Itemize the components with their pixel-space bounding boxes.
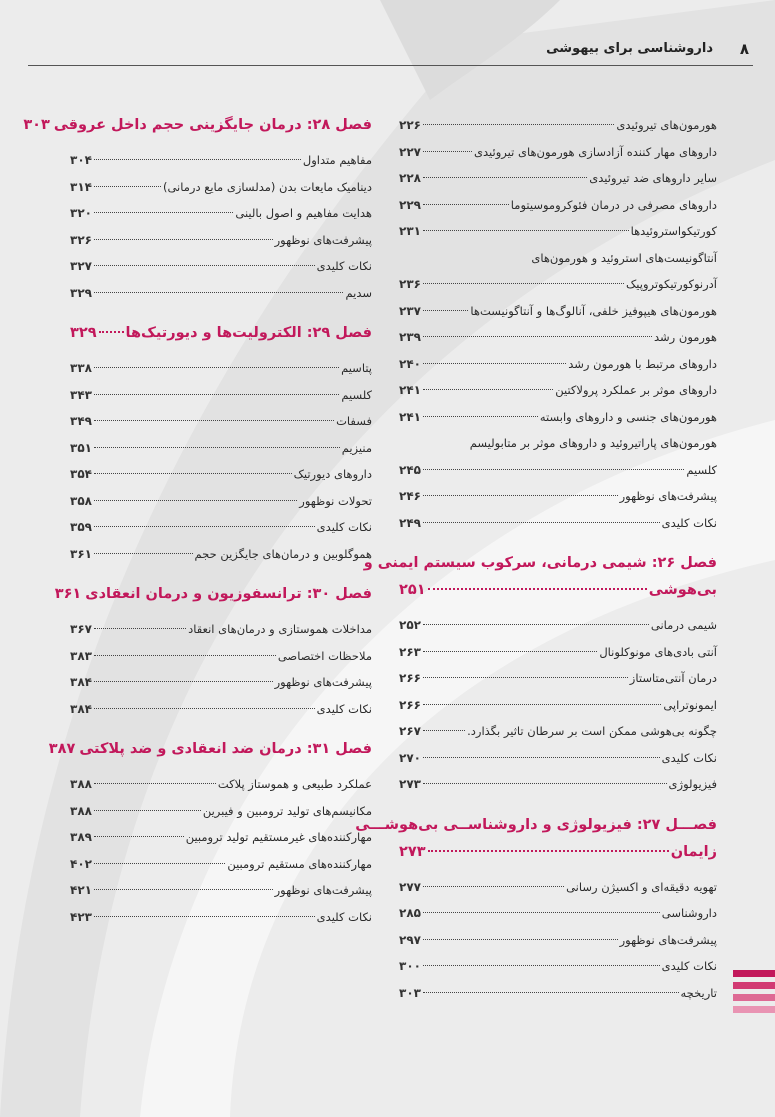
toc-entry	[70, 541, 372, 568]
chapter-heading	[355, 812, 717, 866]
stripe	[733, 982, 775, 989]
dot-leader	[423, 651, 597, 652]
spacer	[399, 798, 717, 812]
chapter-page: ۳۸۷	[48, 741, 76, 757]
toc-entry-page: ۲۳۹	[399, 330, 421, 344]
toc-entry	[399, 298, 717, 325]
toc-entry-title: داروشناسی	[661, 906, 717, 920]
toc-entry-title: فسفات	[336, 414, 372, 428]
dot-leader	[423, 912, 660, 913]
toc-entry	[399, 351, 717, 378]
toc-entry	[70, 514, 372, 541]
toc-entry	[70, 696, 372, 723]
spacer	[70, 722, 372, 736]
toc-entry-title: شیمی درمانی	[650, 618, 717, 632]
toc-entry-title: نکات کلیدی	[661, 515, 717, 530]
toc-entry	[70, 461, 372, 488]
toc-entry-page: ۴۲۳	[70, 909, 92, 924]
toc-entry	[399, 927, 717, 954]
toc-entry	[70, 147, 372, 174]
dot-leader	[423, 283, 624, 284]
chapter-title: فصل ۲۶: شیمی درمانی، سرکوب سیستم ایمنی و	[363, 555, 717, 571]
toc-entry-page: ۲۶۷	[399, 724, 421, 738]
toc-entry-title: آنتی بادی‌های مونوکلونال	[599, 644, 717, 659]
toc-entry	[399, 665, 717, 692]
toc-entry-page: ۳۸۸	[70, 777, 92, 791]
toc-entry-title: آدرنوکورتیکوتروپیک	[625, 277, 717, 291]
dot-leader	[423, 363, 566, 364]
stripe	[733, 970, 775, 977]
toc-entry-title: تحولات نوظهور	[299, 493, 372, 508]
stripe	[733, 994, 775, 1001]
dot-leader	[94, 186, 161, 187]
dot-leader	[94, 473, 292, 474]
toc-entry-page: ۲۲۹	[399, 197, 421, 212]
toc-entry-title: مهارکننده‌های غیرمستقیم تولید ترومبین	[185, 830, 372, 844]
toc-entry	[399, 745, 717, 772]
toc-entry-title: پیشرفت‌های نوظهور	[619, 932, 717, 947]
toc-entry-title: پتاسیم	[341, 361, 372, 375]
toc-entry-page: ۲۲۸	[399, 171, 421, 185]
chapter-title-cont: زایمان	[670, 843, 717, 860]
toc-entry-title: منیزیم	[341, 440, 372, 455]
toc-entry	[70, 174, 372, 201]
toc-entry-page: ۳۸۹	[70, 830, 92, 844]
toc-entry-title: کلسیم	[686, 462, 717, 477]
toc-entry-page: ۲۵۲	[399, 618, 421, 632]
toc-entry-title: هورمون‌های هیپوفیز خلفی، آنالوگ‌ها و آنتاگونیست‌ها	[470, 303, 717, 318]
toc-entry-title: هورمون رشد	[654, 330, 717, 344]
dot-leader	[94, 863, 225, 864]
toc-entry-page: ۲۶۶	[399, 697, 421, 712]
chapter-heading	[54, 581, 372, 608]
toc-entry	[70, 253, 372, 280]
chapter-title: فصل ۲۹: الکترولیت‌ها و دیورتیک‌ها	[125, 325, 372, 341]
toc-entry-page: ۳۳۸	[70, 361, 92, 375]
toc-entry-page: ۲۳۱	[399, 224, 421, 238]
toc-column-left	[23, 112, 372, 930]
dot-leader	[94, 239, 273, 240]
toc-entry-title: مداخلات هموستازی و درمان‌های انعقاد	[188, 622, 372, 636]
toc-entry-title: آنتاگونیست‌های استروئید و هورمون‌های	[531, 250, 717, 265]
toc-entry-page: ۲۲۷	[399, 144, 421, 159]
dot-leader	[423, 677, 628, 678]
toc-entry	[399, 874, 717, 901]
dot-leader	[423, 204, 509, 205]
toc-entry-page: ۳۰۰	[399, 959, 421, 973]
toc-entry-page: ۳۵۱	[70, 440, 92, 455]
toc-entry-page: ۲۶۳	[399, 644, 421, 659]
spacer	[399, 536, 717, 550]
toc-entry-title: مهارکننده‌های مستقیم ترومبین	[227, 856, 372, 871]
toc-entry-page: ۳۵۸	[70, 493, 92, 508]
toc-entry-title: تاریخچه	[680, 985, 717, 1000]
chapter-heading	[363, 550, 717, 604]
toc-entry-page: ۲۷۳	[399, 777, 421, 791]
dot-leader	[423, 730, 465, 731]
toc-entry-page: ۳۶۷	[70, 622, 92, 636]
chapter-heading	[23, 112, 372, 139]
dot-leader	[423, 495, 618, 496]
toc-entry-page: ۲۴۹	[399, 515, 421, 530]
dot-leader	[94, 394, 339, 395]
chapter-page: ۳۰۳	[23, 117, 50, 133]
dot-leader	[423, 416, 538, 417]
spacer	[70, 567, 372, 581]
toc-entry	[399, 692, 717, 719]
dot-leader	[94, 783, 216, 784]
chapter-heading	[48, 736, 372, 763]
dot-leader	[94, 420, 334, 421]
dot-leader	[94, 500, 297, 501]
toc-entry-page: ۳۰۴	[70, 153, 92, 167]
toc-entry-title: پیشرفت‌های نوظهور	[274, 675, 372, 689]
toc-entry-title: پیشرفت‌های نوظهور	[274, 883, 372, 897]
chapter-heading	[70, 320, 372, 347]
toc-entry-title: هموگلوبین و درمان‌های جایگزین حجم	[194, 546, 372, 561]
dot-leader	[99, 331, 124, 333]
chapter-title: فصل ۲۸: درمان جایگزینی حجم داخل عروقی	[53, 117, 372, 133]
toc-entry	[399, 510, 717, 537]
toc-entry-page: ۲۸۵	[399, 906, 421, 920]
toc-entry-page: ۲۴۶	[399, 489, 421, 503]
dot-leader	[423, 522, 660, 523]
decorative-stripes	[733, 970, 775, 1018]
page-header	[28, 30, 753, 66]
page-number: ۸	[739, 40, 749, 58]
dot-leader	[423, 939, 618, 940]
toc-entry	[70, 824, 372, 851]
dot-leader	[423, 230, 629, 231]
toc-entry-page: ۲۶۶	[399, 671, 421, 685]
dot-leader	[94, 553, 193, 554]
toc-entry	[70, 643, 372, 670]
toc-entry-title: داروهای دیورتیک	[293, 467, 372, 481]
dot-leader	[94, 655, 276, 656]
toc-entry-title: نکات کلیدی	[316, 909, 372, 924]
dot-leader	[94, 810, 201, 811]
dot-leader	[94, 681, 273, 682]
toc-entry	[70, 851, 372, 878]
toc-entry	[399, 483, 717, 510]
toc-entry-page: ۲۳۶	[399, 277, 421, 291]
toc-entry	[399, 980, 717, 1007]
dot-leader	[423, 151, 472, 152]
dot-leader	[94, 447, 340, 448]
toc-entry	[70, 798, 372, 825]
toc-entry-page: ۴۰۲	[70, 856, 92, 871]
toc-entry-page: ۳۸۴	[70, 675, 92, 689]
toc-entry-page: ۳۱۴	[70, 179, 92, 194]
toc-entry-title: نکات کلیدی	[661, 750, 717, 765]
dot-leader	[94, 212, 233, 213]
toc-entry	[399, 612, 717, 639]
toc-entry-page: ۴۲۱	[70, 883, 92, 897]
toc-entry	[70, 382, 372, 409]
toc-entry-page: ۳۵۹	[70, 520, 92, 534]
dot-leader	[423, 757, 660, 758]
chapter-page: ۳۶۱	[54, 586, 82, 602]
toc-entry	[70, 408, 372, 435]
toc-entry-title: نکات کلیدی	[316, 520, 372, 534]
toc-entry-title: هورمون‌های پاراتیروئید و داروهای موثر بر متابولیسم	[469, 436, 717, 450]
toc-entry-page: ۲۷۷	[399, 879, 421, 894]
chapter-title-line2	[399, 577, 717, 604]
toc-entry-title: فیزیولوژی	[668, 777, 717, 791]
toc-entry-page: ۲۹۷	[399, 932, 421, 947]
stripe	[733, 1006, 775, 1013]
dot-leader	[423, 992, 679, 993]
toc-entry-title: مفاهیم متداول	[302, 153, 372, 167]
toc-entry	[399, 457, 717, 484]
toc-entry-title: داروهای مرتبط با هورمون رشد	[568, 356, 717, 371]
toc-entry	[399, 192, 717, 219]
toc-entry	[399, 112, 717, 139]
dot-leader	[94, 889, 273, 890]
toc-entry-title: ایمونوتراپی	[663, 697, 717, 712]
dot-leader	[423, 624, 649, 625]
toc-entry-title: تهویه دقیقه‌ای و اکسیژن رسانی	[566, 879, 717, 894]
dot-leader	[94, 265, 315, 266]
toc-entry	[70, 488, 372, 515]
toc-entry-page: ۳۸۸	[70, 803, 92, 818]
toc-entry	[399, 245, 717, 272]
toc-entry	[70, 355, 372, 382]
toc-entry-title: مکانیسم‌های تولید ترومبین و فیبرین	[202, 803, 372, 818]
toc-entry-page: ۳۰۳	[399, 985, 421, 1000]
dot-leader	[94, 836, 184, 837]
toc-entry-page: ۳۲۰	[70, 206, 92, 220]
toc-entry-title: عملکرد طبیعی و هموستاز پلاکت	[217, 777, 372, 791]
toc-entry	[399, 218, 717, 245]
toc-entry-page: ۳۵۴	[70, 467, 92, 481]
toc-entry	[399, 430, 717, 457]
toc-entry-title: هورمون‌های جنسی و داروهای وابسته	[539, 409, 717, 424]
dot-leader	[94, 628, 186, 629]
toc-entry-title: ملاحظات اختصاصی	[277, 648, 372, 663]
toc-entry	[70, 904, 372, 931]
toc-entry	[399, 718, 717, 745]
toc-entry-page: ۲۳۷	[399, 303, 421, 318]
chapter-title: فصل ۳۰: ترانسفوزیون و درمان انعقادی	[85, 586, 372, 602]
toc-entry	[399, 377, 717, 404]
book-title: داروشناسی برای بیهوشی	[546, 41, 713, 56]
chapter-title: فصل ۳۱: درمان ضد انعقادی و ضد پلاکتی	[79, 741, 372, 757]
toc-entry-title: پیشرفت‌های نوظهور	[619, 489, 717, 503]
toc-entry	[399, 771, 717, 798]
chapter-title: فصـــل ۲۷: فیزیولوژی و داروشناســی بی‌هوشـــی	[355, 816, 717, 833]
toc-entry-page: ۳۴۹	[70, 414, 92, 428]
toc-entry-page: ۲۴۵	[399, 462, 421, 477]
toc-entry-page: ۳۶۱	[70, 546, 92, 561]
toc-entry-title: سدیم	[345, 285, 372, 300]
dot-leader	[94, 292, 343, 293]
dot-leader	[423, 336, 652, 337]
toc-entry-title: نکات کلیدی	[661, 959, 717, 973]
dot-leader	[94, 159, 301, 160]
dot-leader	[423, 389, 553, 390]
dot-leader	[423, 124, 614, 125]
chapter-title-cont: بی‌هوشی	[648, 582, 717, 598]
toc-entry	[399, 900, 717, 927]
toc-entry-page: ۳۲۹	[70, 285, 92, 300]
toc-entry	[399, 404, 717, 431]
toc-entry-title: داروهای موثر بر عملکرد پرولاکتین	[555, 383, 717, 397]
dot-leader	[423, 310, 468, 311]
spacer	[70, 306, 372, 320]
chapter-page: ۲۵۱	[399, 582, 426, 598]
toc-entry-page: ۲۲۶	[399, 118, 421, 132]
toc-entry-page: ۳۲۷	[70, 259, 92, 273]
dot-leader	[423, 177, 587, 178]
chapter-title-line2	[399, 839, 717, 866]
dot-leader	[428, 850, 669, 852]
dot-leader	[94, 526, 315, 527]
dot-leader	[94, 708, 315, 709]
toc-entry	[399, 639, 717, 666]
toc-entry	[70, 616, 372, 643]
toc-entry-title: درمان آنتی‌متاستاز	[629, 671, 717, 685]
toc-entry	[70, 280, 372, 307]
toc-entry-title: هورمون‌های تیروئیدی	[616, 118, 717, 132]
toc-entry	[399, 139, 717, 166]
toc-entry-title: کورتیکواستروئیدها	[630, 224, 717, 238]
chapter-page: ۳۲۹	[70, 325, 97, 341]
dot-leader	[428, 588, 647, 590]
toc-entry-title: پیشرفت‌های نوظهور	[274, 232, 372, 247]
toc-entry-title: داروهای مهار کننده آزادسازی هورمون‌های تیروئیدی	[474, 144, 717, 159]
toc-entry-page: ۳۸۴	[70, 701, 92, 716]
toc-entry-page: ۲۷۰	[399, 750, 421, 765]
toc-entry	[70, 435, 372, 462]
dot-leader	[94, 367, 339, 368]
toc-entry-page: ۳۲۶	[70, 232, 92, 247]
toc-entry-title: دینامیک مایعات بدن (مدلسازی مایع درمانی)	[162, 179, 372, 194]
toc-entry	[70, 877, 372, 904]
toc-entry-title: نکات کلیدی	[316, 259, 372, 273]
toc-entry	[399, 953, 717, 980]
toc-entry-title: چگونه بی‌هوشی ممکن است بر سرطان تاثیر بگذارد.	[467, 724, 717, 738]
dot-leader	[423, 704, 661, 705]
toc-entry-page: ۳۸۳	[70, 648, 92, 663]
chapter-page: ۲۷۳	[399, 843, 426, 860]
toc-entry	[70, 771, 372, 798]
toc-entry-title: هدایت مفاهیم و اصول بالینی	[235, 206, 372, 220]
toc-entry-title: داروهای مصرفی در درمان فئوکروموسیتوما	[510, 197, 717, 212]
toc-entry-page: ۲۴۱	[399, 383, 421, 397]
toc-entry-title: سایر داروهای ضد تیروئیدی	[589, 171, 717, 185]
toc-entry	[70, 227, 372, 254]
dot-leader	[423, 783, 667, 784]
dot-leader	[423, 965, 660, 966]
toc-entry-page: ۳۴۳	[70, 387, 92, 402]
toc-entry-title: کلسیم	[341, 387, 372, 402]
toc-entry-page: ۲۴۰	[399, 356, 421, 371]
toc-entry	[399, 165, 717, 192]
toc-entry	[399, 271, 717, 298]
dot-leader	[94, 916, 315, 917]
toc-entry-title: نکات کلیدی	[316, 701, 372, 716]
toc-entry-page: ۲۴۱	[399, 409, 421, 424]
toc-entry	[399, 324, 717, 351]
dot-leader	[423, 886, 564, 887]
dot-leader	[423, 469, 684, 470]
toc-entry	[70, 669, 372, 696]
toc-entry	[70, 200, 372, 227]
